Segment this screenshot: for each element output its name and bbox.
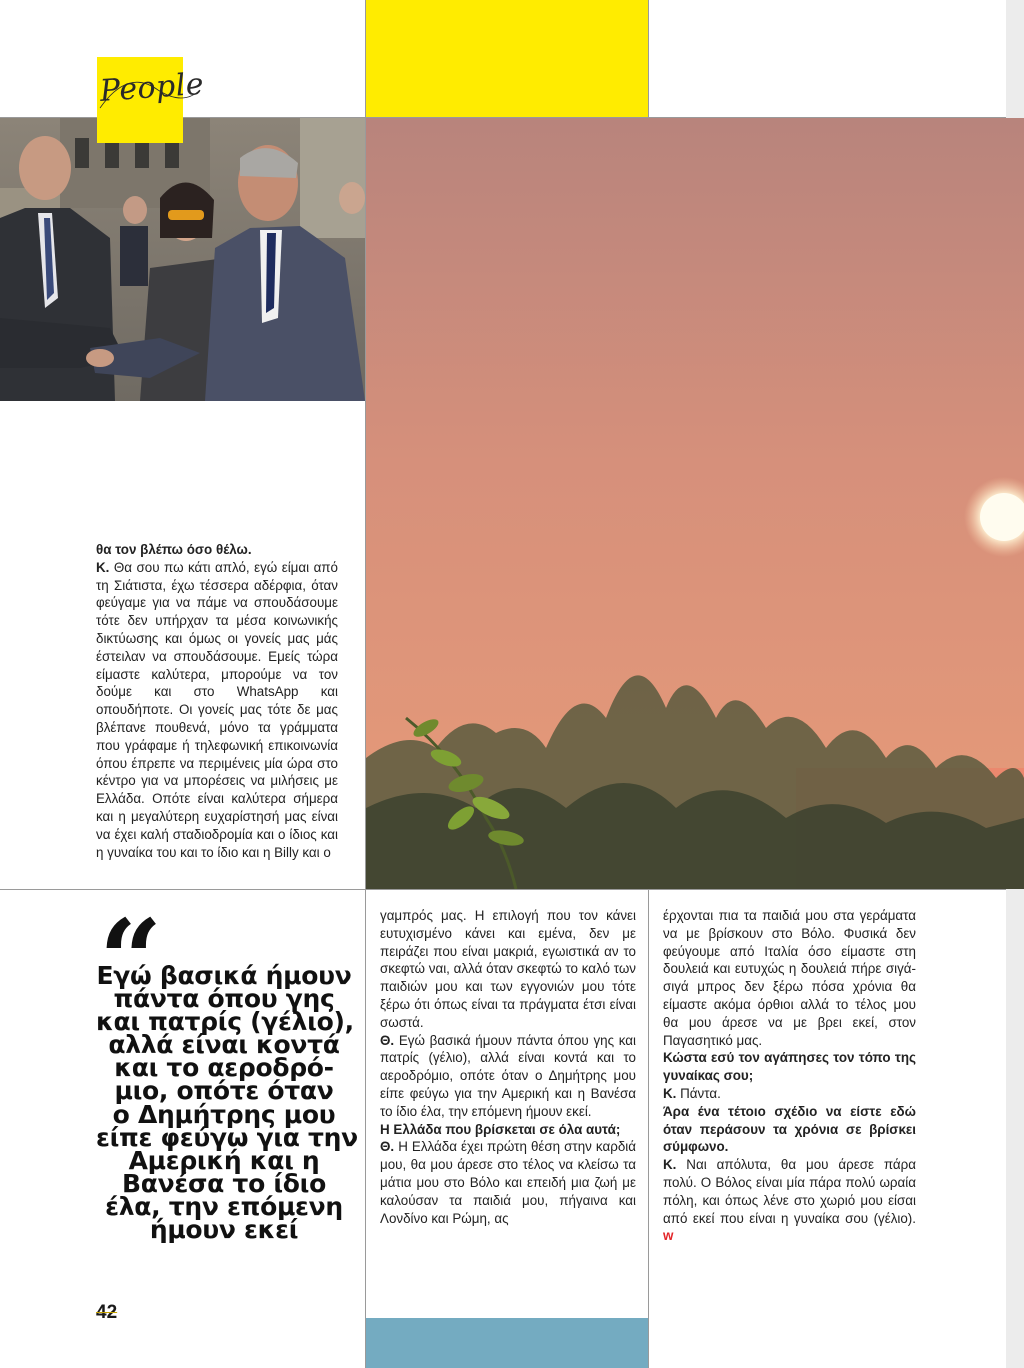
interview-question: θα τον βλέπω όσο θέλω. (96, 542, 252, 557)
photo-sunset-trees (366, 118, 1024, 889)
answer-text: Πάντα. (676, 1085, 721, 1101)
pull-quote (96, 961, 358, 1245)
pull-quote-line: μιο, οπότε όταν (114, 1076, 334, 1106)
men-photo-illustration (0, 118, 365, 401)
answer-text: έρχονται πια τα παιδιά μου στα γεράματα να με βρίσκουν στο Βόλο. Φυσικά δεν φεύγουμε από Ιταλία όσο είμαστε στη δουλειά και ευτυχώς η δουλειά πήρε σιγά-σιγά μπρος δεν ξέρω πόσα χρόνια θα είμαστε ακόμα όρθιοι αλλά το τέλος μου θα μου άρεσε να με βρει εκεί, στον Παγασητικό μας. (663, 908, 916, 1048)
grid-line-horizontal (0, 889, 1006, 890)
answer-text: Θα σου πω κάτι απλό, εγώ είμαι από τη Σιάτιστα, έχω τέσσερα αδέρφια, όταν φεύγαμε για να πάμε να σπουδάσουμε τότε δεν υπήρχαν τα μέσα κοινωνικής δικτύωσης και όμως οι γονείς μας μάς έστειλαν να σπουδάσουμε. Εμείς τώρα είμαστε καλύτερα, μπορούμε να τον δούμε και στο WhatsApp και οπουδήποτε. Οι γονείς μας τότε δε μας βλέπανε πουθενά, μόνο τα γράμματα που γράφαμε ή τηλεφωνική επικοινωνία όπου έπρεπε να περιμένεις μία ώρα στο κέντρο για να μπορέσεις να μιλήσεις με Ελλάδα. Οπότε είναι καλύτερα σήμερα και η μεγαλύτερη ευχαρίστησή μας είναι να έχει καλή σταδιοδρομία και ο ίδιος και η γυναίκα του και το ίδιο και η Billy και ο (96, 559, 338, 860)
yellow-color-block (366, 0, 648, 117)
pull-quote-line: αλλά είναι κοντά (108, 1030, 340, 1060)
interview-question: Άρα ένα τέτοιο σχέδιο να είστε εδώ όταν περάσουν τα χρόνια σε βρίσκει σύμφωνο. (663, 1103, 916, 1155)
answer-text: γαμπρός μας. Η επιλογή που τον κάνει ευτυχισμένο κάνει και εμένα, δεν με πειράζει που είναι μακριά, εγωιστικά αν το σκεφτώ ναι, αλλά όταν σκεφτώ το καλό των παιδιών μου και των εγγονιών μου τότε ξέρω ότι όπως είναι τα πράγματα έτσι είναι σωστά. (380, 908, 636, 1030)
blue-color-block (366, 1318, 648, 1368)
speaker-initial: Κ. (663, 1085, 677, 1101)
end-mark-icon: w (663, 1228, 674, 1244)
pull-quote-line: έλα, την επόμενη (105, 1191, 343, 1221)
pull-quote-line: Βανέσα το ίδιο (122, 1168, 326, 1198)
speaker-initial: Θ. (380, 1032, 395, 1048)
speaker-initial: Θ. (380, 1139, 395, 1155)
pull-quote-line: Αμερική και η (128, 1145, 320, 1175)
answer-text: Η Ελλάδα έχει πρώτη θέση στην καρδιά μου, θα μου άρεσε στο τέλος να κλείσω τα μάτια μου στο Βόλο και επειδή μια ζωή με καλούσαν τα παιδιά μου, πήγαινα και Λονδίνο και Ρώμη, ας (380, 1139, 636, 1226)
pull-quote-line: και πατρίς (γέλιο), (96, 1007, 354, 1037)
pull-quote-line: πάντα όπου γης (113, 984, 335, 1014)
interview-question: Η Ελλάδα που βρίσκεται σε όλα αυτά; (380, 1121, 621, 1137)
page-number: 42 (96, 1302, 118, 1323)
answer-text: Εγώ βασικά ήμουν πάντα όπου γης και πατρίς (γέλιο), αλλά είναι κοντά και το αεροδρόμιο, οπότε όταν ο Δημήτρης μου είπε φεύγω για την Αμερική και η Βανέσα το ίδιο έλα, την επόμενη ήμουν εκεί. (380, 1032, 636, 1119)
pull-quote-line: ο Δημήτρης μου (112, 1099, 336, 1129)
article-column-middle (380, 907, 636, 1227)
photo-men-in-suits (0, 118, 365, 401)
quote-mark-icon: “ (99, 895, 163, 1024)
speaker-initial: Κ. (663, 1157, 677, 1173)
speaker-initial: Κ. (96, 559, 110, 575)
pull-quote-line: είπε φεύγω για την (96, 1122, 358, 1152)
pull-quote-line: ήμουν εκεί (149, 1215, 299, 1245)
pull-quote-line: και το αεροδρό- (114, 1053, 334, 1083)
section-label: People (98, 66, 206, 109)
interview-question: Κώστα εσύ τον αγάπησες τον τόπο της γυναίκας σου; (663, 1050, 916, 1084)
article-column-left (96, 541, 338, 861)
article-column-right (663, 907, 916, 1245)
sunset-photo-illustration (366, 118, 1024, 889)
answer-text: Ναι απόλυτα, θα μου άρεσε πάρα πολύ. Ο Βόλος είναι μία πάρα πολύ ωραία πόλη, και όπως λένε στο χωριό μου είσαι από εκεί που είναι η γυναίκα σου (γέλιο). (663, 1157, 916, 1226)
pull-quote-line: Εγώ βασικά ήμουν (96, 961, 352, 990)
